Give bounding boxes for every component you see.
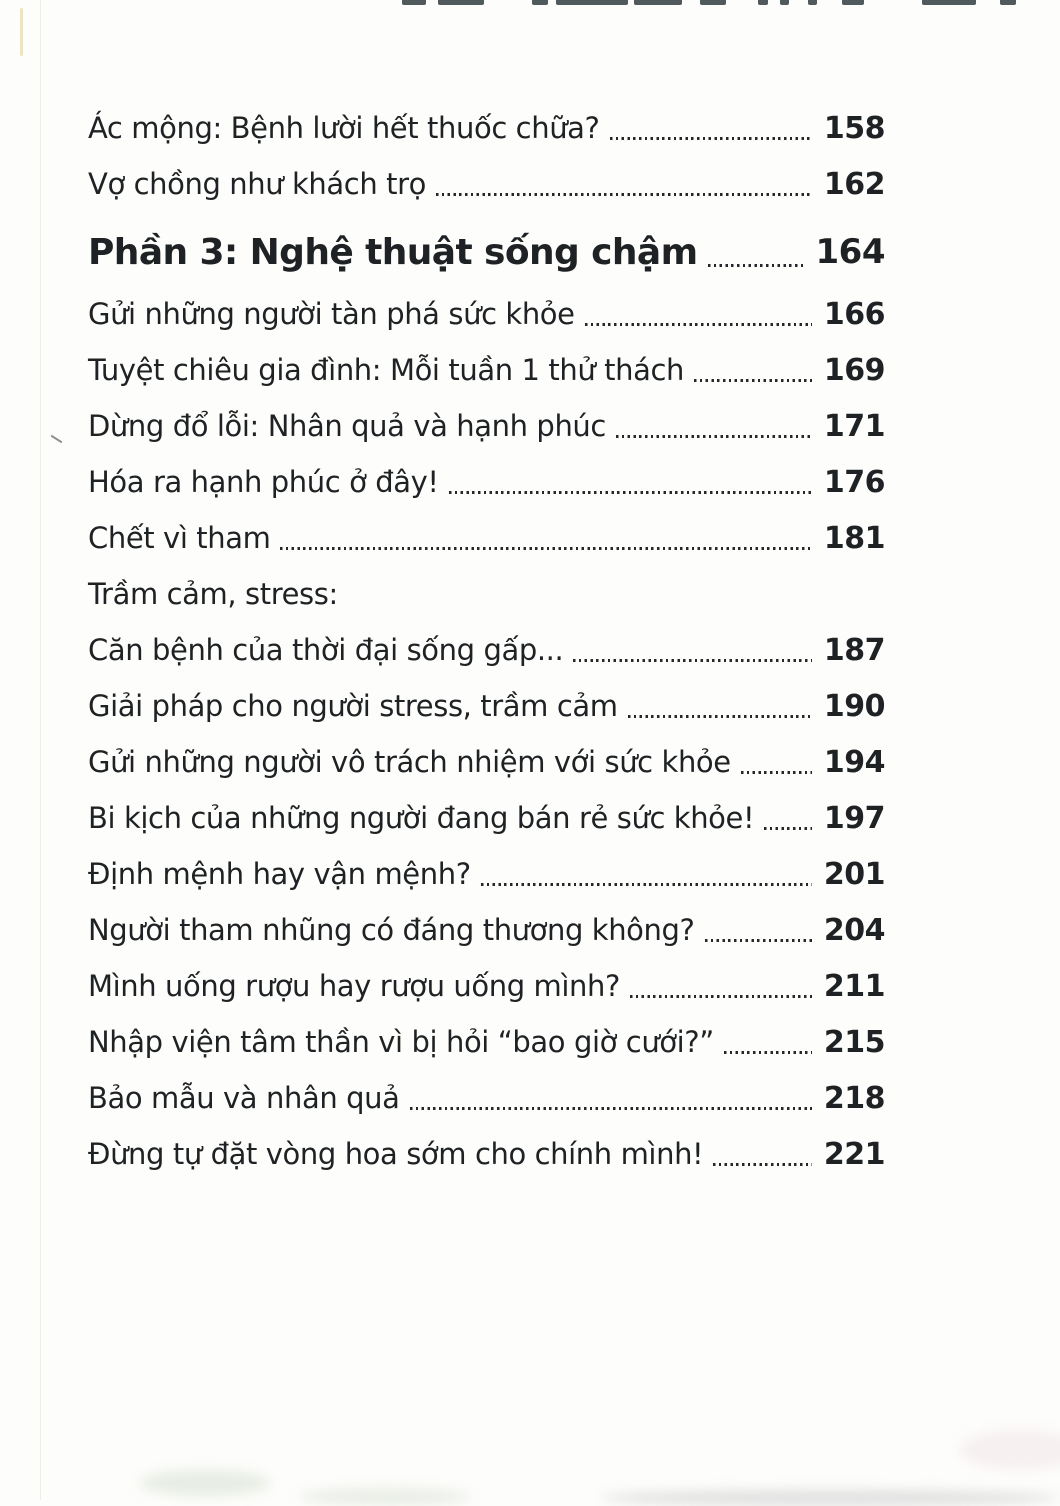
- dotted-leader: [630, 995, 812, 998]
- toc-entry-title: Trầm cảm, stress:: [88, 577, 338, 611]
- toc-entry-title: Căn bệnh của thời đại sống gấp...: [88, 633, 564, 667]
- toc-page-number: 197: [823, 800, 885, 836]
- toc-entry-title: Vợ chồng như khách trọ: [88, 167, 426, 201]
- toc-row: [88, 510, 885, 566]
- toc-row: [88, 220, 885, 284]
- toc-page-number: 190: [823, 688, 885, 724]
- toc-entry-title: Gửi những người tàn phá sức khỏe: [88, 297, 575, 331]
- toc-row: [88, 1070, 885, 1126]
- toc-page-number: 201: [823, 856, 885, 892]
- toc-entry-title: Giải pháp cho người stress, trầm cảm: [88, 689, 618, 723]
- dotted-leader: [724, 1051, 812, 1054]
- toc-entry-title: Tuyệt chiêu gia đình: Mỗi tuần 1 thử thách: [88, 353, 684, 387]
- toc-page-number: 218: [823, 1080, 885, 1116]
- toc-row: [88, 454, 885, 510]
- toc-entry-title: Nhập viện tâm thần vì bị hỏi “bao giờ cưới?”: [88, 1025, 714, 1059]
- toc-entry-title: Ác mộng: Bệnh lười hết thuốc chữa?: [88, 111, 600, 145]
- stray-tick-mark: [50, 435, 62, 444]
- toc-page-number: 187: [823, 632, 885, 668]
- dotted-leader: [705, 939, 812, 942]
- toc-entry-title: Chết vì tham: [88, 521, 271, 555]
- scan-artifact: [700, 0, 726, 5]
- toc-page-number: 169: [823, 352, 885, 388]
- toc-row: [88, 100, 885, 156]
- dotted-leader: [573, 659, 812, 662]
- toc-row: [88, 790, 885, 846]
- dotted-leader: [628, 715, 812, 718]
- dotted-leader: [436, 193, 812, 196]
- toc-row: [88, 342, 885, 398]
- toc-page-number: 166: [823, 296, 885, 332]
- scan-artifact: [402, 0, 426, 5]
- toc-page-number: 215: [823, 1024, 885, 1060]
- dotted-leader: [280, 547, 811, 550]
- toc-page-number: 162: [823, 166, 885, 202]
- toc-page-number: 211: [823, 968, 885, 1004]
- toc-page-number: 204: [823, 912, 885, 948]
- scan-artifact: [556, 0, 628, 5]
- scan-artifact: [532, 0, 548, 5]
- toc-page-number: 221: [823, 1136, 885, 1172]
- toc-page-number: 194: [823, 744, 885, 780]
- toc-page-number: 158: [823, 110, 885, 146]
- scan-smudge: [300, 1488, 470, 1506]
- dotted-leader: [616, 435, 812, 438]
- dotted-leader: [708, 264, 804, 267]
- scan-smudge: [140, 1470, 270, 1496]
- dotted-leader: [694, 379, 812, 382]
- toc-page-number: 176: [823, 464, 885, 500]
- scan-smudge: [600, 1490, 1060, 1506]
- scan-artifact: [808, 0, 817, 5]
- toc-row: [88, 566, 885, 622]
- scan-yellow-mark: [20, 8, 23, 56]
- toc-entry-title: Mình uống rượu hay rượu uống mình?: [88, 969, 620, 1003]
- dotted-leader: [585, 323, 812, 326]
- toc-entry-title: Bi kịch của những người đang bán rẻ sức khỏe!: [88, 801, 755, 835]
- dotted-leader: [713, 1163, 812, 1166]
- toc-entry-title: Bảo mẫu và nhân quả: [88, 1081, 400, 1115]
- toc-entry-title: Đừng tự đặt vòng hoa sớm cho chính mình!: [88, 1137, 704, 1171]
- toc-list: [88, 100, 885, 1182]
- toc-row: [88, 734, 885, 790]
- toc-row: [88, 846, 885, 902]
- toc-row: [88, 902, 885, 958]
- toc-row: [88, 678, 885, 734]
- toc-page-number: 171: [823, 408, 885, 444]
- dotted-leader: [410, 1107, 812, 1110]
- scan-artifact: [780, 0, 789, 5]
- toc-row: [88, 1014, 885, 1070]
- toc-page-number: 164: [815, 232, 885, 272]
- dotted-leader: [764, 827, 812, 830]
- scan-artifact: [922, 0, 976, 5]
- toc-row: [88, 1126, 885, 1182]
- toc-entry-title: Người tham nhũng có đáng thương không?: [88, 913, 695, 947]
- toc-entry-title: Gửi những người vô trách nhiệm với sức khỏe: [88, 745, 731, 779]
- toc-entry-title: Dừng đổ lỗi: Nhân quả và hạnh phúc: [88, 409, 606, 443]
- dotted-leader: [741, 771, 812, 774]
- toc-row: [88, 622, 885, 678]
- dotted-leader: [449, 491, 812, 494]
- scan-smudge: [960, 1430, 1060, 1470]
- dotted-leader: [481, 883, 812, 886]
- toc-page-number: 181: [823, 520, 885, 556]
- scan-artifact: [758, 0, 768, 5]
- scan-artifact: [1000, 0, 1016, 5]
- toc-row: [88, 286, 885, 342]
- scan-artifact: [438, 0, 484, 5]
- toc-row: [88, 958, 885, 1014]
- scan-gutter-line: [40, 0, 41, 1500]
- toc-entry-title: Phần 3: Nghệ thuật sống chậm: [88, 231, 698, 273]
- scan-artifact: [634, 0, 682, 5]
- toc-row: [88, 398, 885, 454]
- toc-entry-title: Định mệnh hay vận mệnh?: [88, 857, 471, 891]
- scan-artifact: [842, 0, 864, 5]
- toc-row: [88, 156, 885, 212]
- dotted-leader: [610, 137, 812, 140]
- toc-entry-title: Hóa ra hạnh phúc ở đây!: [88, 465, 439, 499]
